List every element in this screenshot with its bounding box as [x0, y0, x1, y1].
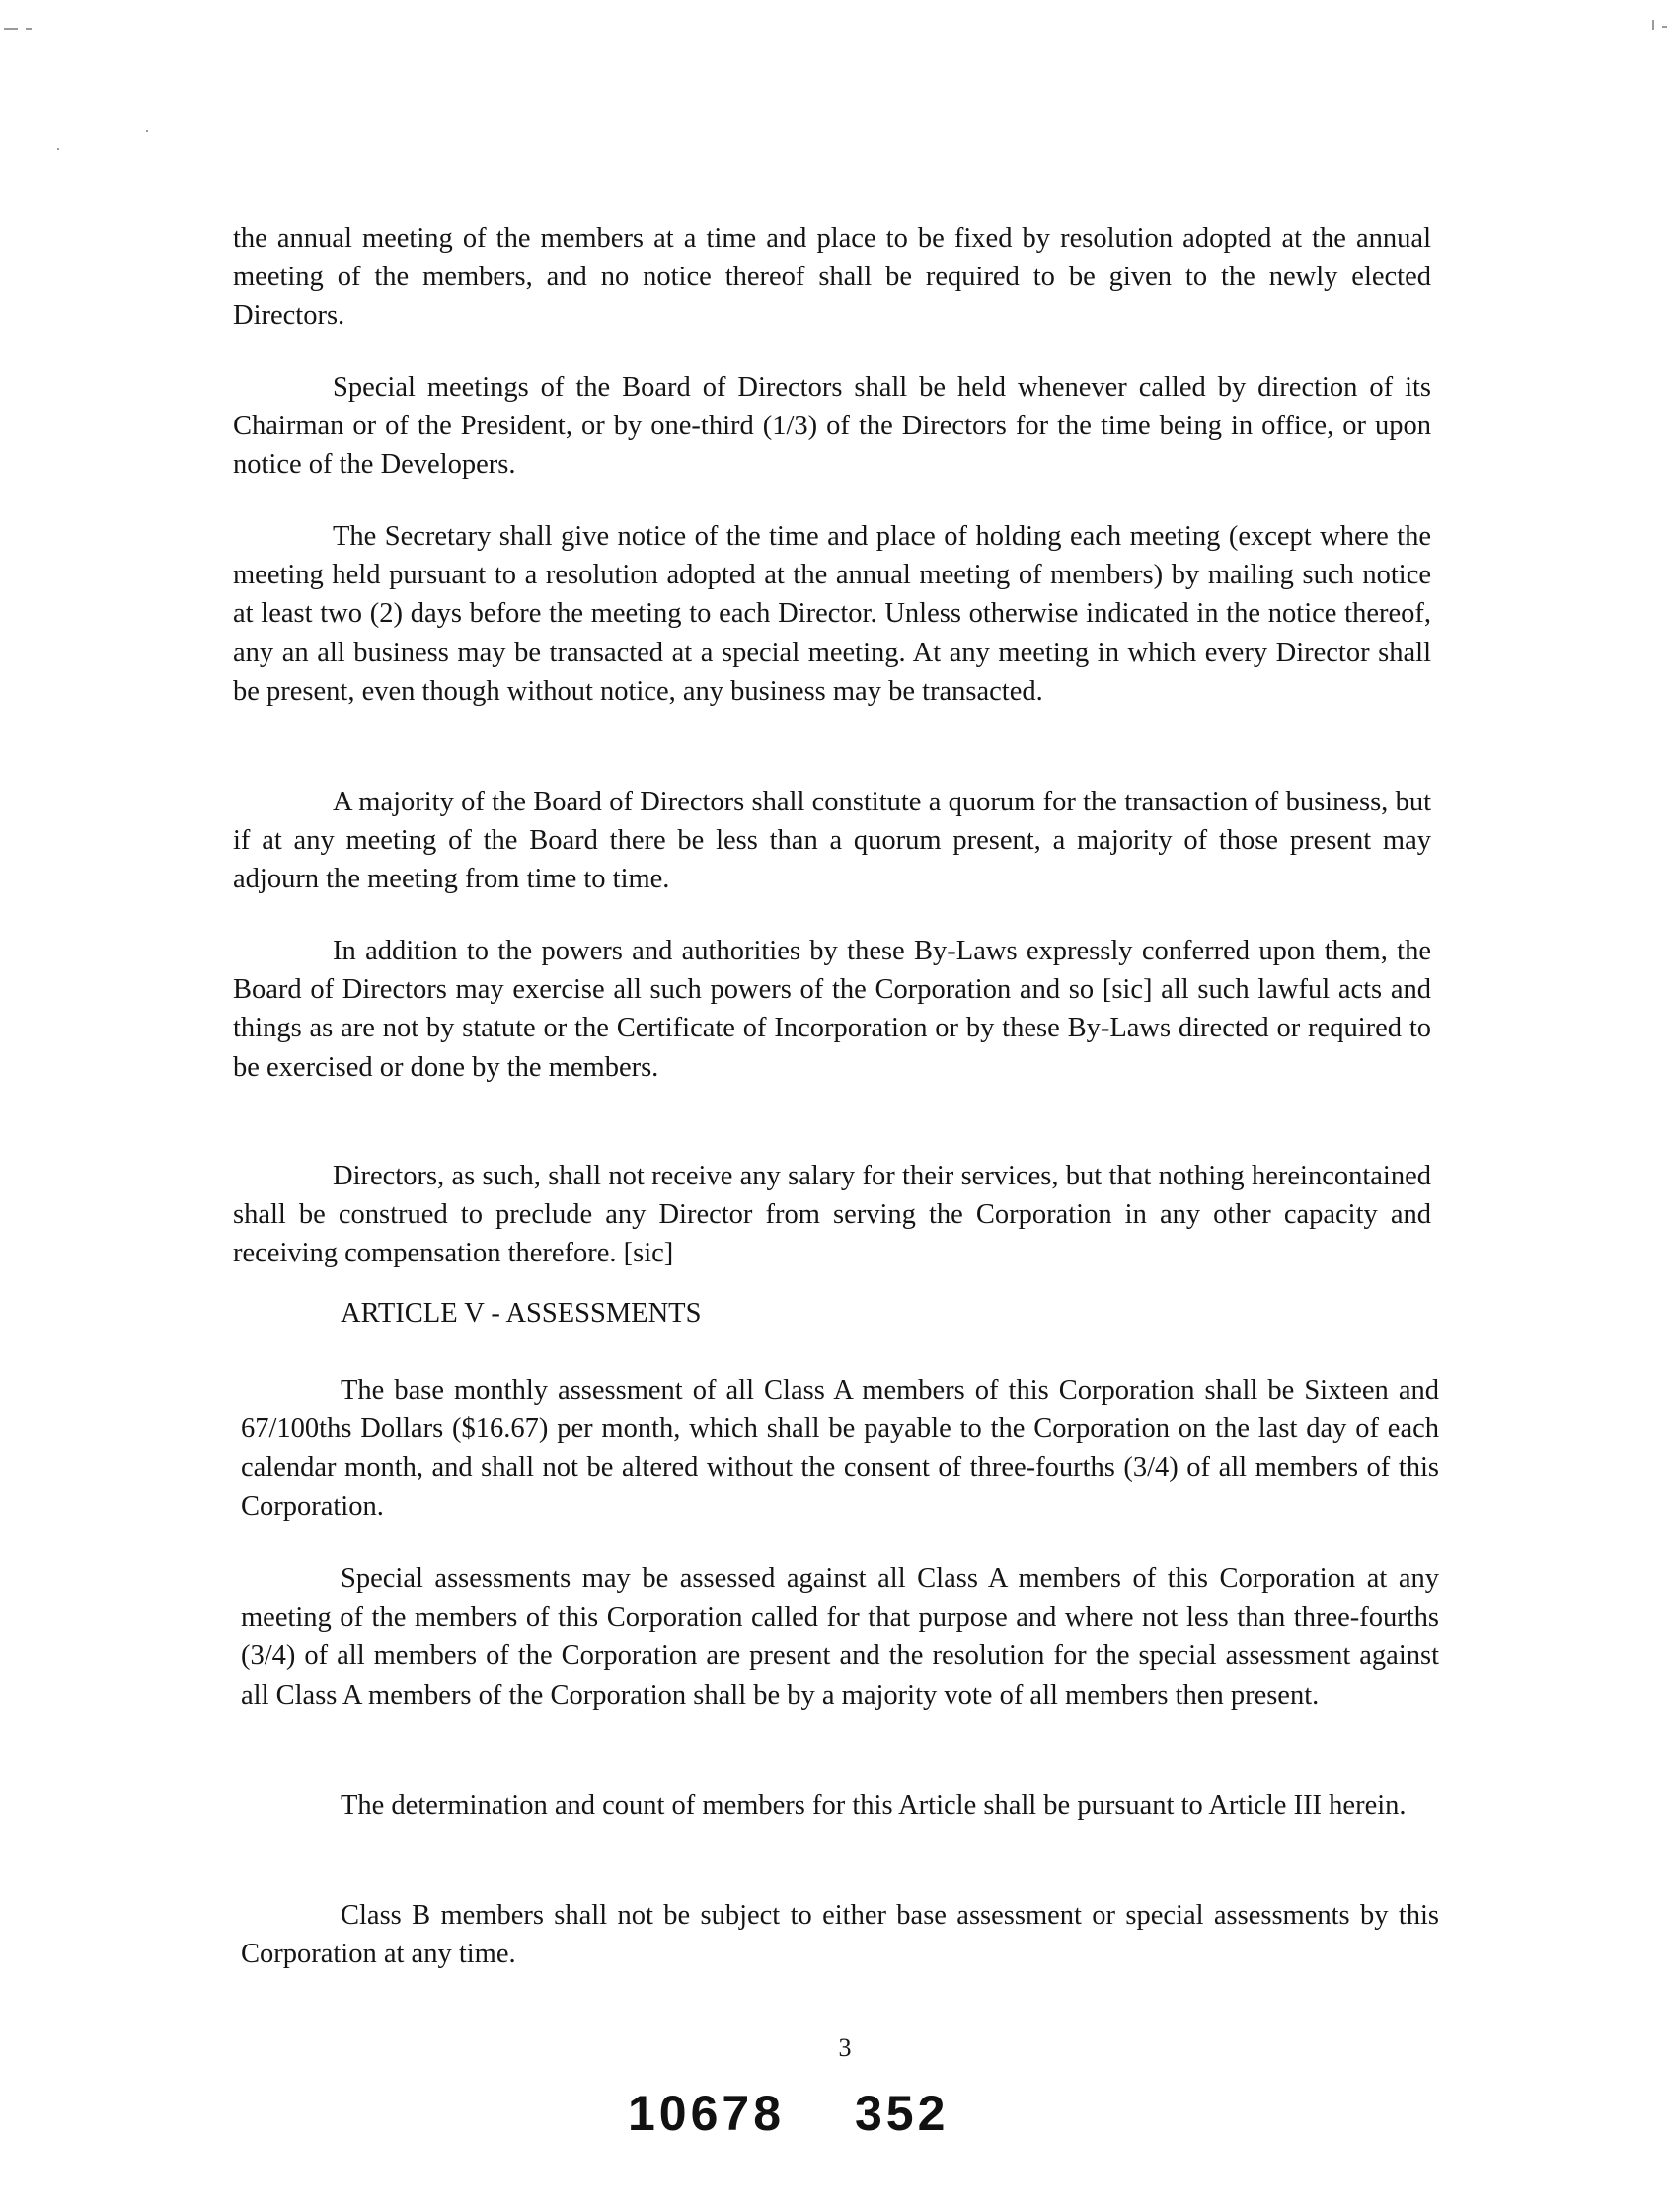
- recording-book-number: 10678: [628, 2086, 786, 2141]
- scan-artifact: [1662, 26, 1667, 28]
- paragraph-director-salary: Directors, as such, shall not receive any salary for their services, but that nothing hereincontained shall be construed to preclude any Director from serving the Corporation in any other capacity and receiving compensation therefore. [sic]: [233, 1161, 1431, 1269]
- paragraph-class-b: Class B members shall not be subject to either base assessment or special assessments by this Corporation at any time.: [241, 1900, 1439, 1970]
- article-heading: ARTICLE V - ASSESSMENTS: [341, 1298, 702, 1329]
- scan-artifact: [57, 148, 59, 150]
- paragraph-quorum: A majority of the Board of Directors shall constitute a quorum for the transaction of business, but if at any meeting of the Board there be less than a quorum present, a majority of those present may adjourn the meeting from time to time.: [233, 787, 1431, 895]
- recording-page-number: 352: [855, 2086, 950, 2141]
- scan-artifact: [1652, 20, 1654, 30]
- paragraph-member-count: The determination and count of members for this Article shall be pursuant to Article III herein.: [341, 1791, 1407, 1821]
- scan-artifact: [146, 130, 148, 132]
- scan-artifact: [26, 28, 32, 30]
- paragraph-powers: In addition to the powers and authorities by these By-Laws expressly conferred upon them, the Board of Directors may exercise all such powers of the Corporation and so [sic] all such lawful acts and things as are not by statute or the Certificate of Incorporation or by these By-Laws directed or required to be exercised or done by the members.: [233, 936, 1431, 1083]
- page-number: 3: [838, 2033, 852, 2062]
- paragraph-special-assessments: Special assessments may be assessed against all Class A members of this Corporation at any meeting of the members of this Corporation called for that purpose and where not less than three-fourths (3/4) of all members of the Corporation are present and the resolution for the special assessment against all Class A members of the Corporation shall be by a majority vote of all members then present.: [241, 1564, 1439, 1711]
- scan-artifact: [4, 28, 18, 30]
- paragraph-continued-meeting: the annual meeting of the members at a time and place to be fixed by resolution adopted at the annual meeting of the members, and no notice thereof shall be required to be given to the newly elected Directors.: [233, 223, 1431, 332]
- paragraph-special-meetings: Special meetings of the Board of Directors shall be held whenever called by direction of its Chairman or of the President, or by one-third (1/3) of the Directors for the time being in office, or upon notice of the Developers.: [233, 372, 1431, 481]
- paragraph-secretary-notice: The Secretary shall give notice of the time and place of holding each meeting (except where the meeting held pursuant to a resolution adopted at the annual meeting of members) by mailing such notice at least two (2) days before the meeting to each Director. Unless otherwise indicated in the notice thereof, any an all business may be transacted at a special meeting. At any meeting in which every Director shall be present, even though without notice, any business may be transacted.: [233, 521, 1431, 707]
- paragraph-base-assessment: The base monthly assessment of all Class A members of this Corporation shall be Sixteen and 67/100ths Dollars ($16.67) per month, which shall be payable to the Corporation on the last day of each calendar month, and shall not be altered without the consent of three-fourths (3/4) of all members of this Corporation.: [241, 1375, 1439, 1522]
